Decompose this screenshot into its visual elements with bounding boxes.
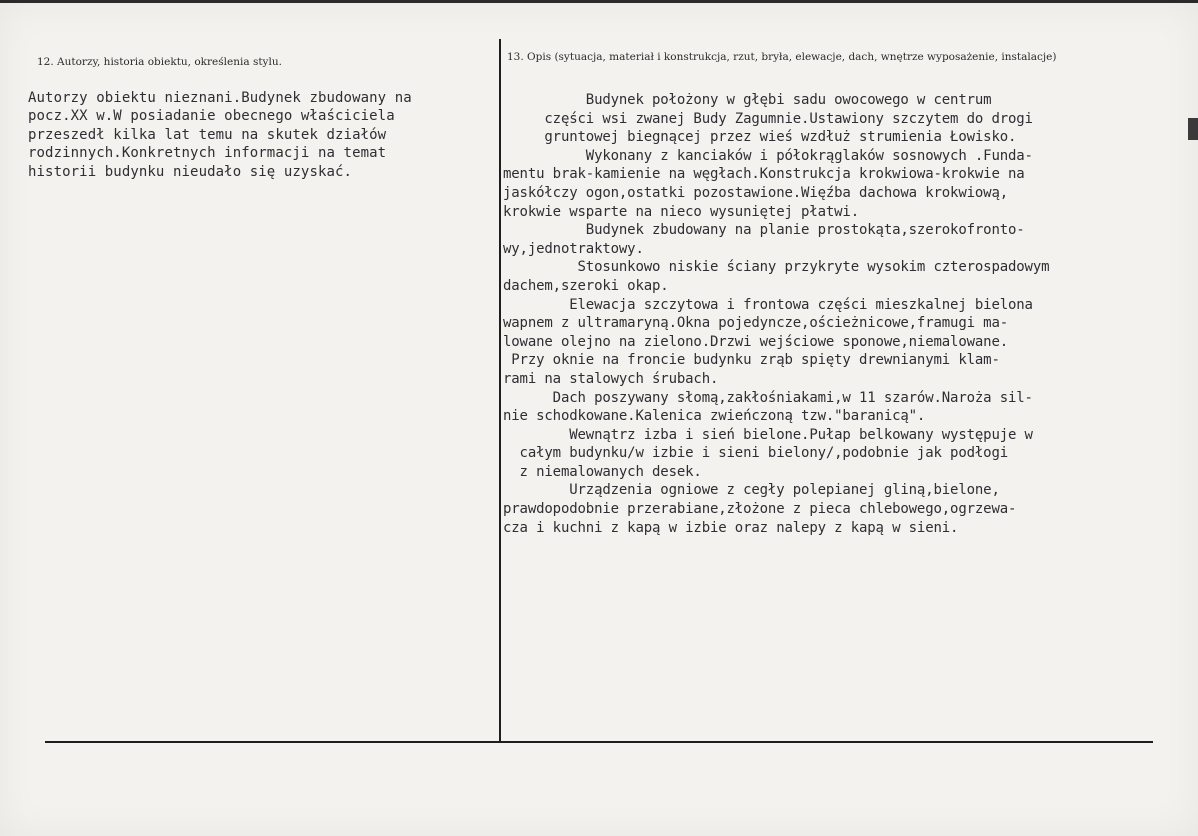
- form-sheet: [0, 3, 1198, 836]
- bottom-rule: [45, 741, 1153, 743]
- section-12-header: 12. Autorzy, historia obiektu, określenia stylu.: [37, 56, 282, 68]
- section-13-header: 13. Opis (sytuacja, materiał i konstrukcja, rzut, bryła, elewacje, dach, wnętrze wyposażenie, instalacje): [507, 51, 1057, 63]
- edge-mark: [1188, 118, 1198, 140]
- column-divider: [499, 39, 501, 742]
- authors-history-text: Autorzy obiektu nieznani.Budynek zbudowany na pocz.XX w.W posiadanie obecnego właściciela przeszedł kilka lat temu na skutek działów rodzinnych.Konkretnych informacji na temat historii budynku nieudało się uzyskać.: [28, 90, 412, 180]
- description-text: Budynek położony w głębi sadu owocowego w centrum części wsi zwanej Budy Zagumnie.Ustawiony szczytem do drogi gruntowej biegnącej przez wieś wzdłuż strumienia Łowisko. Wykonany z kanciaków i półokrąglaków sosnowych .Funda- mentu brak-kamienie na węgłach.Konstrukcja krokwiowa-krokwie na jaskółczy ogon,ostatki pozostawione.Więźba dachowa krokwiową, krokwie wsparte na nieco wysuniętej płatwi. Budynek zbudowany na planie prostokąta,szerokofrontο- wy,jednotraktowy. Stosunkowo niskie ściany przykryte wysokim czterospadowym dachem,szeroki okap. Elewacja szczytowa i frontowa części mieszkalnej bielona wapnem z ultramaryną.Okna pojedyncze,ościeżnicowe,framugi ma- lowane olejno na zielono.Drzwi wejściowe sponowe,niemalowane. Przy oknie na froncie budynku zrąb spięty drewnianymi klam- rami na stalowych śrubach. Dach poszywany słomą,zakłośniakami,w 11 szarów.Naroża sil- nie schodkowane.Kalenica zwieńczoną tzw."baranicą". Wewnątrz izba i sień bielone.Pułap belkowany występuje w całym budynku/w izbie i sieni bielony/,podobnie jak podłogi z niemalowanych desek. Urządzenia ogniowe z cegły polepianej gliną,bielone, prawdopodobnie przerabiane,złożone z pieca chlebowego,ogrzewa- cza i kuchni z kapą w izbie oraz nalepy z kapą w sieni.: [503, 92, 1050, 536]
